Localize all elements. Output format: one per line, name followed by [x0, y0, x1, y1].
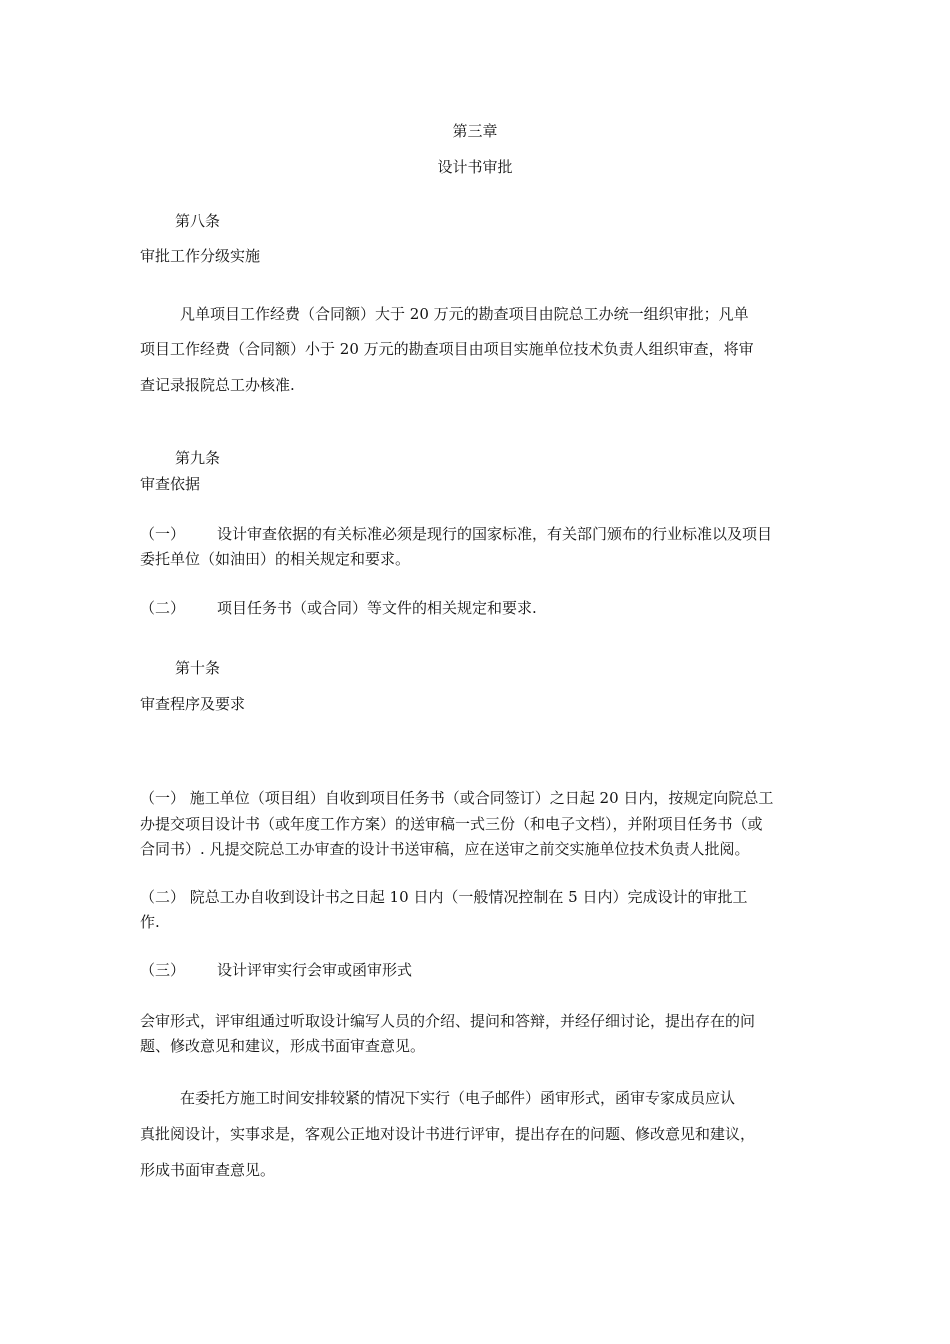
article-10-item-1-line: 办提交项目设计书（或年度工作方案）的送审稿一式三份（和电子文档），并附项目任务书（或: [140, 815, 763, 833]
article-9-item-1-cont: 委托单位（如油田）的相关规定和要求。: [140, 550, 411, 568]
article-9-item-2: [140, 598, 537, 618]
hanshen-paragraph-line: 在委托方施工时间安排较紧的情况下实行（电子邮件）函审形式，函审专家成员应认: [180, 1089, 736, 1107]
article-9-item-1: [140, 524, 772, 544]
item-label: （二）: [140, 599, 186, 617]
article-8-heading: 第八条: [175, 212, 221, 230]
article-8-paragraph-line: 项目工作经费（合同额）小于 20 万元的勘查项目由项目实施单位技术负责人组织审查，将审: [140, 340, 754, 358]
item-text: 设计评审实行会审或函审形式: [217, 961, 413, 979]
article-9-subtitle: 审查依据: [140, 475, 201, 493]
article-10-item-1-line: 合同书）. 凡提交院总工办审查的设计书送审稿，应在送审之前交实施单位技术负责人批阅。: [140, 840, 750, 858]
chapter-title: 设计书审批: [437, 158, 513, 176]
article-8-subtitle: 审批工作分级实施: [140, 247, 261, 265]
article-10-item-3: [140, 960, 412, 980]
article-8-paragraph-line: 凡单项目工作经费（合同额）大于 20 万元的勘查项目由院总工办统一组织审批；凡单: [180, 305, 749, 323]
article-10-item-2-line: 作.: [140, 913, 160, 931]
huishen-paragraph-line: 题、修改意见和建议，形成书面审查意见。: [140, 1037, 426, 1055]
article-10-item-2-line: （二） 院总工办自收到设计书之日起 10 日内（一般情况控制在 5 日内）完成设计的审批工: [140, 888, 748, 906]
huishen-paragraph-line: 会审形式，评审组通过听取设计编写人员的介绍、提问和答辩，并经仔细讨论，提出存在的问: [140, 1012, 756, 1030]
article-8-paragraph-line: 查记录报院总工办核准.: [140, 376, 295, 394]
item-label: （三）: [140, 961, 186, 979]
hanshen-paragraph-line: 形成书面审查意见。: [140, 1161, 276, 1179]
article-10-subtitle: 审查程序及要求: [140, 695, 246, 713]
article-10-item-1-line: （一） 施工单位（项目组）自收到项目任务书（或合同签订）之日起 20 日内，按规定向院总工: [140, 789, 774, 807]
hanshen-paragraph-line: 真批阅设计，实事求是，客观公正地对设计书进行评审，提出存在的问题、修改意见和建议，: [140, 1125, 756, 1143]
item-text: 项目任务书（或合同）等文件的相关规定和要求.: [217, 599, 537, 617]
item-text: 设计审查依据的有关标准必须是现行的国家标准，有关部门颁布的行业标准以及项目: [217, 525, 773, 543]
article-9-heading: 第九条: [175, 449, 221, 467]
article-10-heading: 第十条: [175, 659, 221, 677]
chapter-number: 第三章: [452, 122, 498, 140]
item-label: （一）: [140, 525, 186, 543]
